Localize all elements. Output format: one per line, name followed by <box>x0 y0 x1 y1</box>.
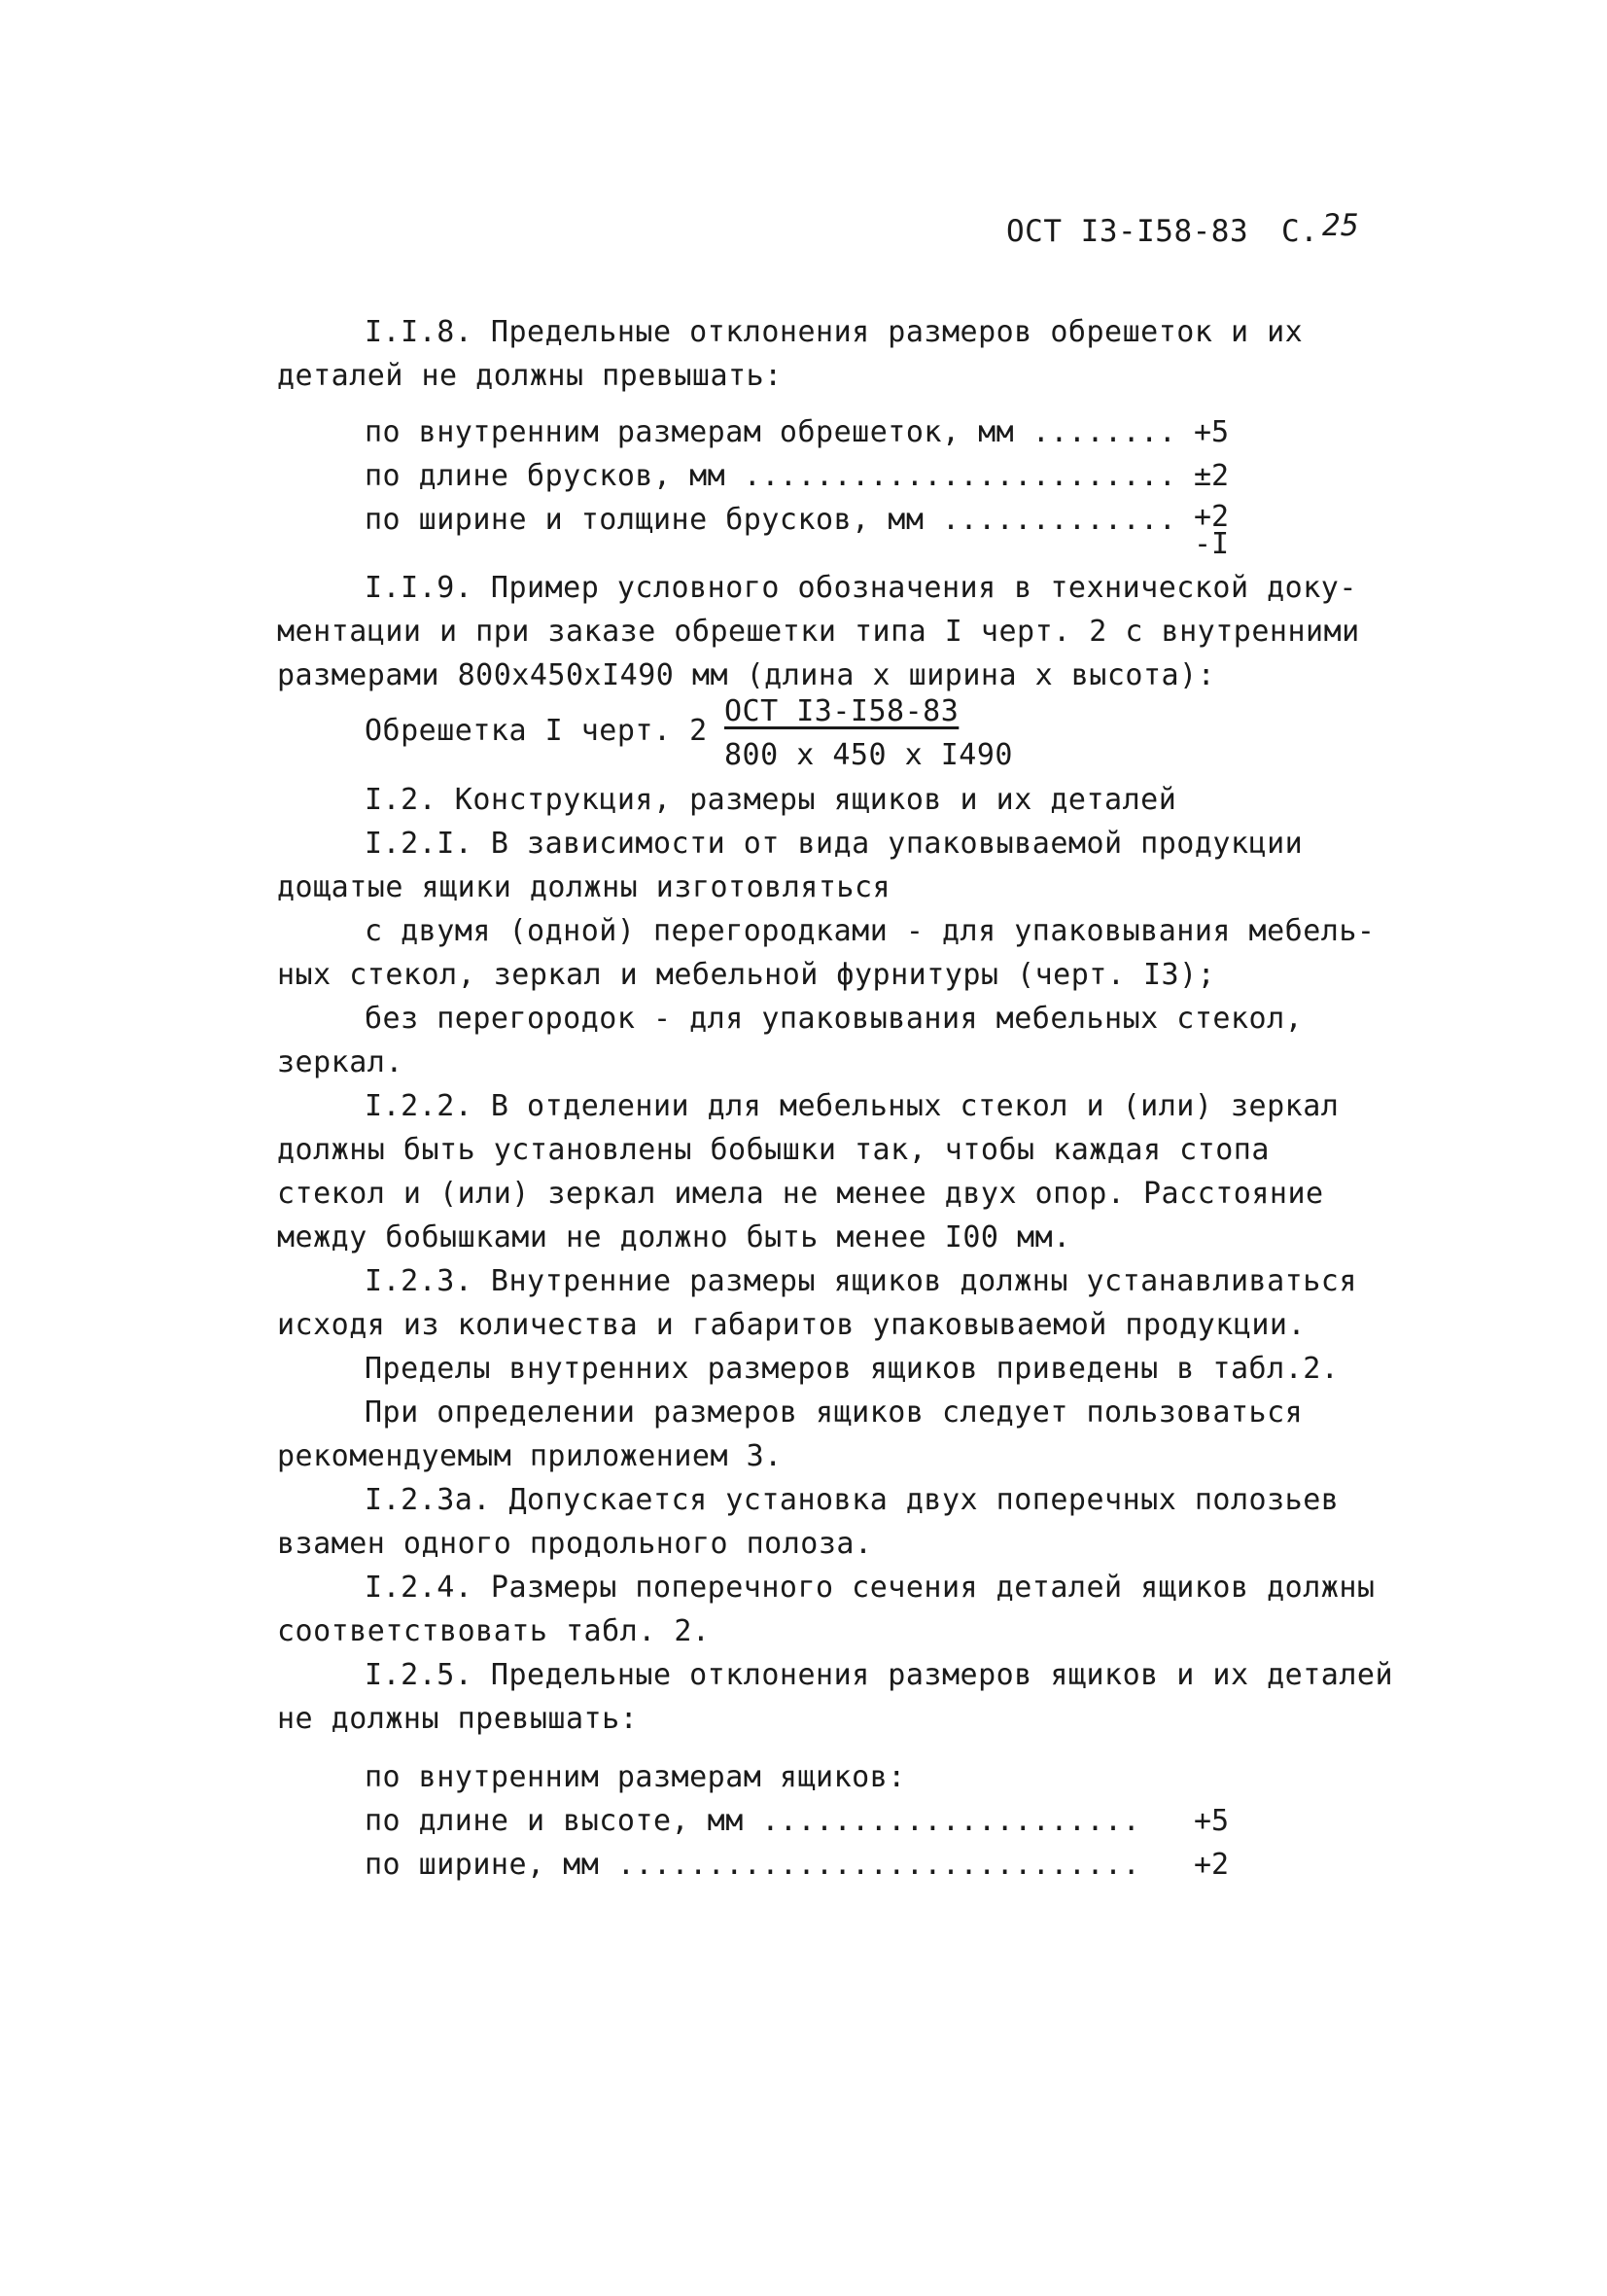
body-line: без перегородок - для упаковывания мебельных стекол, <box>365 1002 1304 1036</box>
section-1-2-heading: I.2. Конструкция, размеры ящиков и их деталей <box>365 783 1177 817</box>
clause-1-1-9-line-2: ментации и при заказе обрешетки типа I черт. 2 с внутренними <box>277 615 1360 649</box>
clause-1-1-9-line-3: размерами 800х450хI490 мм (длина х ширина х высота): <box>277 658 1216 692</box>
example-numerator: ОСТ I3-I58-83 <box>724 694 960 728</box>
page-number: 25 <box>1322 208 1360 243</box>
clause-1-1-8-line-1: I.I.8. Предельные отклонения размеров обрешеток и их <box>365 315 1304 349</box>
tolerance-item-value: ±2 <box>1194 459 1230 493</box>
body-line: I.2.3. Внутренние размеры ящиков должны устанавливаться <box>365 1264 1357 1298</box>
body-line: ных стекол, зеркал и мебельной фурнитуры (черт. I3); <box>277 958 1216 992</box>
body-line: При определении размеров ящиков следует пользоваться <box>365 1395 1304 1430</box>
body-line: с двумя (одной) перегородками - для упаковывания мебель- <box>365 914 1376 948</box>
tolerance-item-text: по внутренним размерам обрешеток, мм ........ <box>365 415 1177 449</box>
tolerance-item-text: по длине брусков, мм ........................ <box>365 459 1177 493</box>
body-line: взамен одного продольного полоза. <box>277 1527 873 1561</box>
tolerance-item-value: +2 <box>1194 1848 1230 1882</box>
clause-1-1-8-line-2: деталей не должны превышать: <box>277 359 783 393</box>
body-line: стекол и (или) зеркал имела не менее двух опор. Расстояние <box>277 1177 1324 1211</box>
tolerance-item-value: +2 <box>1194 500 1230 534</box>
tolerance-item-text: по длине и высоте, мм ..................... <box>365 1804 1141 1838</box>
document-code: ОСТ I3-I58-83 <box>1006 214 1249 249</box>
body-line: должны быть установлены бобышки так, чтобы каждая стопа <box>277 1133 1270 1167</box>
body-line: I.2.2. В отделении для мебельных стекол и (или) зеркал <box>365 1089 1340 1123</box>
body-line: Пределы внутренних размеров ящиков приведены в табл.2. <box>365 1352 1340 1386</box>
example-label: Обрешетка I черт. 2 <box>365 714 708 748</box>
body-line: I.2.5. Предельные отклонения размеров ящиков и их деталей <box>365 1658 1394 1692</box>
tolerance-item-value: +5 <box>1194 415 1230 449</box>
clause-1-1-9-line-1: I.I.9. Пример условного обозначения в технической доку- <box>365 571 1357 605</box>
body-line: не должны превышать: <box>277 1702 639 1736</box>
tolerance-item-value: +5 <box>1194 1804 1230 1838</box>
body-line: исходя из количества и габаритов упаковываемой продукции. <box>277 1308 1307 1342</box>
body-line: по внутренним размерам ящиков: <box>365 1760 906 1794</box>
page-number-prefix: С. <box>1281 214 1319 249</box>
body-line: зеркал. <box>277 1045 403 1079</box>
tolerance-item-text: по ширине и толщине брусков, мм ............. <box>365 503 1177 537</box>
example-denominator: 800 х 450 х I490 <box>724 738 1013 772</box>
tolerance-item-value-lower: -I <box>1194 527 1230 561</box>
body-line: I.2.4. Размеры поперечного сечения деталей ящиков должны <box>365 1571 1376 1605</box>
body-line: соответствовать табл. 2. <box>277 1614 711 1648</box>
body-line: рекомендуемым приложением 3. <box>277 1439 783 1473</box>
body-line: I.2.3а. Допускается установка двух поперечных полозьев <box>365 1483 1340 1517</box>
body-line: дощатые ящики должны изготовляться <box>277 870 891 904</box>
body-line: I.2.I. В зависимости от вида упаковываемой продукции <box>365 827 1304 861</box>
tolerance-item-text: по ширине, мм ............................. <box>365 1848 1141 1882</box>
body-line: между бобышками не должно быть менее I00 мм. <box>277 1220 1071 1254</box>
